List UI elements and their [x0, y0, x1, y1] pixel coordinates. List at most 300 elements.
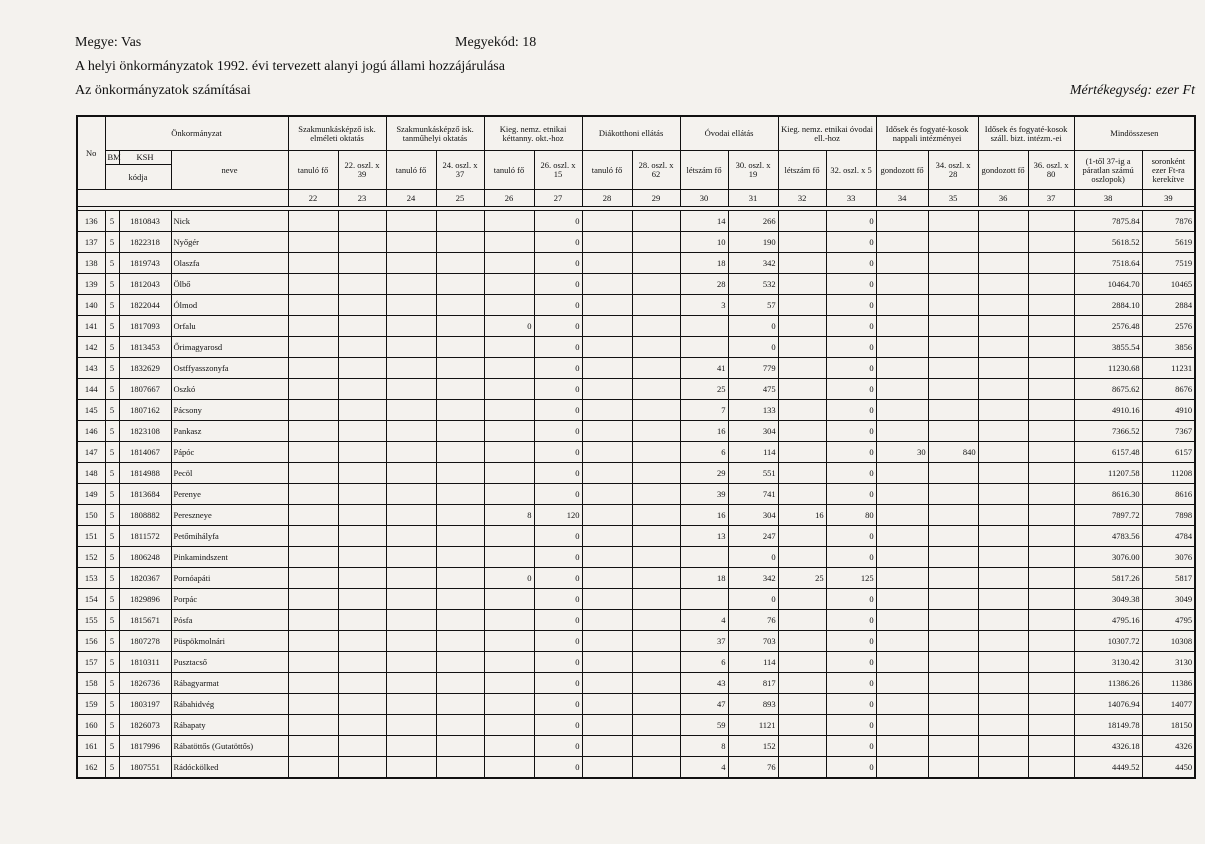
- cell-col-28: [582, 358, 632, 379]
- municipality-name: Ölbő: [171, 274, 288, 295]
- cell-col-26: [484, 421, 534, 442]
- cell-col-39: 11208: [1142, 463, 1195, 484]
- row-number: 147: [77, 442, 105, 463]
- cell-col-34: [876, 211, 928, 232]
- cell-col-25: [436, 631, 484, 652]
- bm-code: 5: [105, 358, 119, 379]
- municipality-name: Petőmihályfa: [171, 526, 288, 547]
- cell-col-38: 5618.52: [1074, 232, 1142, 253]
- unit-label: Mértékegység: ezer Ft: [1069, 83, 1195, 98]
- cell-col-37: [1028, 400, 1074, 421]
- subheader-26: tanuló fő: [484, 151, 534, 190]
- table-row: [77, 274, 1195, 295]
- cell-col-37: [1028, 316, 1074, 337]
- cell-col-29: [632, 526, 680, 547]
- cell-col-31: 0: [728, 337, 778, 358]
- cell-col-26: [484, 610, 534, 631]
- cell-col-38: 6157.48: [1074, 442, 1142, 463]
- cell-col-30: 29: [680, 463, 728, 484]
- cell-col-36: [978, 631, 1028, 652]
- cell-col-38: 4795.16: [1074, 610, 1142, 631]
- bm-code: 5: [105, 547, 119, 568]
- cell-col-25: [436, 568, 484, 589]
- cell-col-25: [436, 295, 484, 316]
- cell-col-38: 3076.00: [1074, 547, 1142, 568]
- cell-col-39: 8616: [1142, 484, 1195, 505]
- cell-col-36: [978, 484, 1028, 505]
- cell-col-38: 3855.54: [1074, 337, 1142, 358]
- municipality-name: Őrimagyarosd: [171, 337, 288, 358]
- cell-col-24: [386, 673, 436, 694]
- cell-col-34: [876, 715, 928, 736]
- table-row: [77, 295, 1195, 316]
- cell-col-35: [928, 526, 978, 547]
- municipality-name: Olaszfa: [171, 253, 288, 274]
- cell-col-31: 551: [728, 463, 778, 484]
- cell-col-38: 11207.58: [1074, 463, 1142, 484]
- cell-col-35: [928, 757, 978, 779]
- column-number-23: 23: [338, 190, 386, 207]
- cell-col-30: 25: [680, 379, 728, 400]
- cell-col-28: [582, 211, 632, 232]
- cell-col-37: [1028, 631, 1074, 652]
- cell-col-32: [778, 463, 826, 484]
- municipality-name: Püspökmolnári: [171, 631, 288, 652]
- cell-col-33: 125: [826, 568, 876, 589]
- municipality-name: Orfalu: [171, 316, 288, 337]
- county-label: Megye: Vas: [75, 35, 142, 50]
- cell-col-35: [928, 358, 978, 379]
- cell-col-37: [1028, 505, 1074, 526]
- cell-col-27: 0: [534, 232, 582, 253]
- cell-col-33: 0: [826, 715, 876, 736]
- cell-col-23: [338, 589, 386, 610]
- cell-col-22: [288, 253, 338, 274]
- cell-col-34: [876, 568, 928, 589]
- table-row: [77, 673, 1195, 694]
- cell-col-25: [436, 736, 484, 757]
- cell-col-32: [778, 694, 826, 715]
- cell-col-34: [876, 652, 928, 673]
- ksh-code: 1807278: [119, 631, 171, 652]
- cell-col-23: [338, 715, 386, 736]
- bm-code: 5: [105, 337, 119, 358]
- cell-col-36: [978, 211, 1028, 232]
- subheader-32: létszám fő: [778, 151, 826, 190]
- ksh-code: 1814988: [119, 463, 171, 484]
- table-row: [77, 379, 1195, 400]
- cell-col-38: 14076.94: [1074, 694, 1142, 715]
- cell-col-37: [1028, 358, 1074, 379]
- cell-col-26: [484, 442, 534, 463]
- cell-col-28: [582, 652, 632, 673]
- cell-col-33: 0: [826, 757, 876, 779]
- cell-col-29: [632, 358, 680, 379]
- row-number: 156: [77, 631, 105, 652]
- cell-col-39: 4795: [1142, 610, 1195, 631]
- cell-col-22: [288, 274, 338, 295]
- cell-col-34: [876, 421, 928, 442]
- group-header-6: Idősek és fogyaté-kosok nappali intézményei: [876, 116, 978, 151]
- cell-col-34: [876, 400, 928, 421]
- cell-col-31: 114: [728, 652, 778, 673]
- cell-col-27: 0: [534, 316, 582, 337]
- table-row: [77, 736, 1195, 757]
- municipality-name: Ostffyasszonyfa: [171, 358, 288, 379]
- cell-col-29: [632, 442, 680, 463]
- cell-col-34: [876, 631, 928, 652]
- cell-col-28: [582, 526, 632, 547]
- cell-col-35: [928, 631, 978, 652]
- ksh-code: 1808882: [119, 505, 171, 526]
- cell-col-38: 3130.42: [1074, 652, 1142, 673]
- ksh-code: 1823108: [119, 421, 171, 442]
- cell-col-28: [582, 547, 632, 568]
- cell-col-39: 2884: [1142, 295, 1195, 316]
- cell-col-28: [582, 694, 632, 715]
- cell-col-29: [632, 211, 680, 232]
- cell-col-31: 532: [728, 274, 778, 295]
- cell-col-36: [978, 736, 1028, 757]
- cell-col-29: [632, 673, 680, 694]
- cell-col-25: [436, 484, 484, 505]
- cell-col-36: [978, 400, 1028, 421]
- subheader-35: 34. oszl. x 28: [928, 151, 978, 190]
- group-header-1: Szakmunkásképző isk. tanműhelyi oktatás: [386, 116, 484, 151]
- document-subtitle: Az önkormányzatok számításai: [75, 83, 251, 98]
- cell-col-37: [1028, 253, 1074, 274]
- cell-col-33: 80: [826, 505, 876, 526]
- cell-col-32: [778, 337, 826, 358]
- cell-col-35: [928, 652, 978, 673]
- cell-col-33: 0: [826, 631, 876, 652]
- ksh-code: 1803197: [119, 694, 171, 715]
- cell-col-38: 11386.26: [1074, 673, 1142, 694]
- cell-col-23: [338, 295, 386, 316]
- cell-col-32: [778, 547, 826, 568]
- cell-col-30: 39: [680, 484, 728, 505]
- group-header-7: Idősek és fogyaté-kosok száll. bizt. intézm.-ei: [978, 116, 1074, 151]
- cell-col-25: [436, 316, 484, 337]
- cell-col-34: [876, 337, 928, 358]
- cell-col-29: [632, 589, 680, 610]
- cell-col-24: [386, 316, 436, 337]
- cell-col-24: [386, 652, 436, 673]
- cell-col-22: [288, 379, 338, 400]
- cell-col-30: 6: [680, 442, 728, 463]
- cell-col-38: 3049.38: [1074, 589, 1142, 610]
- cell-col-31: 1121: [728, 715, 778, 736]
- cell-col-27: 0: [534, 526, 582, 547]
- cell-col-33: 0: [826, 232, 876, 253]
- cell-col-33: 0: [826, 463, 876, 484]
- cell-col-31: 57: [728, 295, 778, 316]
- cell-col-23: [338, 694, 386, 715]
- cell-col-27: 0: [534, 757, 582, 779]
- cell-col-24: [386, 757, 436, 779]
- cell-col-35: [928, 232, 978, 253]
- table-row: [77, 526, 1195, 547]
- cell-col-26: [484, 463, 534, 484]
- cell-col-33: 0: [826, 295, 876, 316]
- cell-col-34: [876, 589, 928, 610]
- cell-col-25: [436, 463, 484, 484]
- municipality-name: Porpác: [171, 589, 288, 610]
- cell-col-36: [978, 505, 1028, 526]
- cell-col-24: [386, 736, 436, 757]
- bm-code: 5: [105, 652, 119, 673]
- cell-col-33: 0: [826, 358, 876, 379]
- bm-code: 5: [105, 379, 119, 400]
- municipality-name: Oszkó: [171, 379, 288, 400]
- cell-col-39: 5619: [1142, 232, 1195, 253]
- row-number: 140: [77, 295, 105, 316]
- subheader-22: tanuló fő: [288, 151, 338, 190]
- cell-col-25: [436, 505, 484, 526]
- cell-col-22: [288, 673, 338, 694]
- cell-col-26: [484, 631, 534, 652]
- cell-col-24: [386, 337, 436, 358]
- cell-col-34: [876, 547, 928, 568]
- cell-col-29: [632, 694, 680, 715]
- cell-col-39: 7898: [1142, 505, 1195, 526]
- column-number-31: 31: [728, 190, 778, 207]
- cell-col-27: 0: [534, 400, 582, 421]
- cell-col-26: [484, 295, 534, 316]
- cell-col-26: [484, 526, 534, 547]
- cell-col-39: 3049: [1142, 589, 1195, 610]
- cell-col-36: [978, 316, 1028, 337]
- cell-col-32: [778, 526, 826, 547]
- cell-col-23: [338, 442, 386, 463]
- group-header-5: Kieg. nemz. etnikai óvodai ell.-hoz: [778, 116, 876, 151]
- column-number-26: 26: [484, 190, 534, 207]
- table-row: [77, 232, 1195, 253]
- bm-code: 5: [105, 505, 119, 526]
- cell-col-29: [632, 274, 680, 295]
- cell-col-39: 8676: [1142, 379, 1195, 400]
- cell-col-22: [288, 526, 338, 547]
- cell-col-33: 0: [826, 379, 876, 400]
- cell-col-27: 0: [534, 379, 582, 400]
- cell-col-38: 11230.68: [1074, 358, 1142, 379]
- table-row: [77, 568, 1195, 589]
- subheader-27: 26. oszl. x 15: [534, 151, 582, 190]
- cell-col-30: 16: [680, 421, 728, 442]
- row-number: 159: [77, 694, 105, 715]
- cell-col-27: 0: [534, 358, 582, 379]
- cell-col-26: [484, 211, 534, 232]
- cell-col-36: [978, 358, 1028, 379]
- cell-col-24: [386, 211, 436, 232]
- cell-col-23: [338, 568, 386, 589]
- bm-code: 5: [105, 589, 119, 610]
- cell-col-27: 0: [534, 589, 582, 610]
- document-title: A helyi önkormányzatok 1992. évi tervezett alanyi jogú állami hozzájárulása: [75, 59, 505, 74]
- cell-col-27: 0: [534, 631, 582, 652]
- cell-col-36: [978, 673, 1028, 694]
- cell-col-25: [436, 421, 484, 442]
- row-number: 141: [77, 316, 105, 337]
- cell-col-28: [582, 400, 632, 421]
- cell-col-35: [928, 484, 978, 505]
- cell-col-24: [386, 631, 436, 652]
- cell-col-22: [288, 736, 338, 757]
- cell-col-26: [484, 358, 534, 379]
- subheader-30: létszám fő: [680, 151, 728, 190]
- cell-col-27: 0: [534, 337, 582, 358]
- ksh-code: 1817093: [119, 316, 171, 337]
- bm-code: 5: [105, 673, 119, 694]
- cell-col-39: 11231: [1142, 358, 1195, 379]
- cell-col-28: [582, 484, 632, 505]
- ksh-code: 1807162: [119, 400, 171, 421]
- ksh-code: 1826073: [119, 715, 171, 736]
- column-number-24: 24: [386, 190, 436, 207]
- cell-col-37: [1028, 715, 1074, 736]
- cell-col-33: 0: [826, 337, 876, 358]
- row-number: 162: [77, 757, 105, 779]
- table-row: [77, 337, 1195, 358]
- cell-col-22: [288, 484, 338, 505]
- cell-col-31: 741: [728, 484, 778, 505]
- cell-col-28: [582, 337, 632, 358]
- row-number: 148: [77, 463, 105, 484]
- cell-col-29: [632, 463, 680, 484]
- cell-col-34: [876, 526, 928, 547]
- cell-col-24: [386, 547, 436, 568]
- cell-col-34: [876, 274, 928, 295]
- cell-col-37: [1028, 379, 1074, 400]
- cell-col-38: 7897.72: [1074, 505, 1142, 526]
- cell-col-24: [386, 526, 436, 547]
- bm-code: 5: [105, 757, 119, 779]
- cell-col-36: [978, 295, 1028, 316]
- cell-col-27: 0: [534, 736, 582, 757]
- cell-col-27: 0: [534, 610, 582, 631]
- cell-col-22: [288, 631, 338, 652]
- cell-col-32: [778, 652, 826, 673]
- cell-col-31: 76: [728, 610, 778, 631]
- cell-col-26: 8: [484, 505, 534, 526]
- cell-col-23: [338, 421, 386, 442]
- cell-col-32: [778, 736, 826, 757]
- table-row: [77, 358, 1195, 379]
- cell-col-30: 18: [680, 568, 728, 589]
- cell-col-35: [928, 337, 978, 358]
- bm-code: 5: [105, 631, 119, 652]
- cell-col-35: [928, 316, 978, 337]
- cell-col-25: [436, 652, 484, 673]
- cell-col-26: [484, 715, 534, 736]
- cell-col-24: [386, 694, 436, 715]
- column-number-27: 27: [534, 190, 582, 207]
- cell-col-25: [436, 337, 484, 358]
- cell-col-32: [778, 484, 826, 505]
- cell-col-35: [928, 736, 978, 757]
- cell-col-23: [338, 232, 386, 253]
- column-number-30: 30: [680, 190, 728, 207]
- cell-col-32: 25: [778, 568, 826, 589]
- cell-col-32: [778, 253, 826, 274]
- cell-col-27: 0: [534, 211, 582, 232]
- cell-col-34: [876, 505, 928, 526]
- column-number-38: 38: [1074, 190, 1142, 207]
- cell-col-36: [978, 589, 1028, 610]
- cell-col-39: 4910: [1142, 400, 1195, 421]
- table-row: [77, 421, 1195, 442]
- ksh-code: 1817996: [119, 736, 171, 757]
- cell-col-36: [978, 715, 1028, 736]
- table-row: [77, 652, 1195, 673]
- cell-col-35: [928, 568, 978, 589]
- table-row: [77, 316, 1195, 337]
- cell-col-28: [582, 232, 632, 253]
- table-row: [77, 757, 1195, 779]
- cell-col-31: 190: [728, 232, 778, 253]
- cell-col-31: 0: [728, 316, 778, 337]
- cell-col-36: [978, 757, 1028, 779]
- cell-col-27: 0: [534, 484, 582, 505]
- cell-col-24: [386, 295, 436, 316]
- subheader-24: tanuló fő: [386, 151, 436, 190]
- cell-col-23: [338, 484, 386, 505]
- cell-col-38: 2576.48: [1074, 316, 1142, 337]
- cell-col-23: [338, 757, 386, 779]
- cell-col-38: 18149.78: [1074, 715, 1142, 736]
- cell-col-23: [338, 673, 386, 694]
- cell-col-36: [978, 274, 1028, 295]
- cell-col-39: 4450: [1142, 757, 1195, 779]
- municipality-name: Pósfa: [171, 610, 288, 631]
- table-row: [77, 547, 1195, 568]
- header-bm: BM: [105, 151, 119, 165]
- cell-col-32: [778, 232, 826, 253]
- cell-col-28: [582, 442, 632, 463]
- cell-col-25: [436, 526, 484, 547]
- cell-col-32: 16: [778, 505, 826, 526]
- ksh-code: 1813453: [119, 337, 171, 358]
- cell-col-38: 7518.64: [1074, 253, 1142, 274]
- cell-col-24: [386, 484, 436, 505]
- cell-col-31: 779: [728, 358, 778, 379]
- subheader-31: 30. oszl. x 19: [728, 151, 778, 190]
- cell-col-24: [386, 442, 436, 463]
- cell-col-36: [978, 547, 1028, 568]
- header-ksh: KSH: [119, 151, 171, 165]
- cell-col-39: 3130: [1142, 652, 1195, 673]
- column-number-39: 39: [1142, 190, 1195, 207]
- cell-col-39: 5817: [1142, 568, 1195, 589]
- cell-col-23: [338, 736, 386, 757]
- municipality-name: Nyőgér: [171, 232, 288, 253]
- cell-col-36: [978, 568, 1028, 589]
- cell-col-24: [386, 400, 436, 421]
- cell-col-26: [484, 694, 534, 715]
- cell-col-34: [876, 316, 928, 337]
- municipality-name: Pecöl: [171, 463, 288, 484]
- cell-col-37: [1028, 295, 1074, 316]
- group-header-0: Szakmunkásképző isk. elméleti oktatás: [288, 116, 386, 151]
- cell-col-33: 0: [826, 442, 876, 463]
- cell-col-34: [876, 463, 928, 484]
- cell-col-23: [338, 505, 386, 526]
- cell-col-37: [1028, 736, 1074, 757]
- cell-col-26: 0: [484, 316, 534, 337]
- row-number: 137: [77, 232, 105, 253]
- cell-col-37: [1028, 757, 1074, 779]
- row-number: 153: [77, 568, 105, 589]
